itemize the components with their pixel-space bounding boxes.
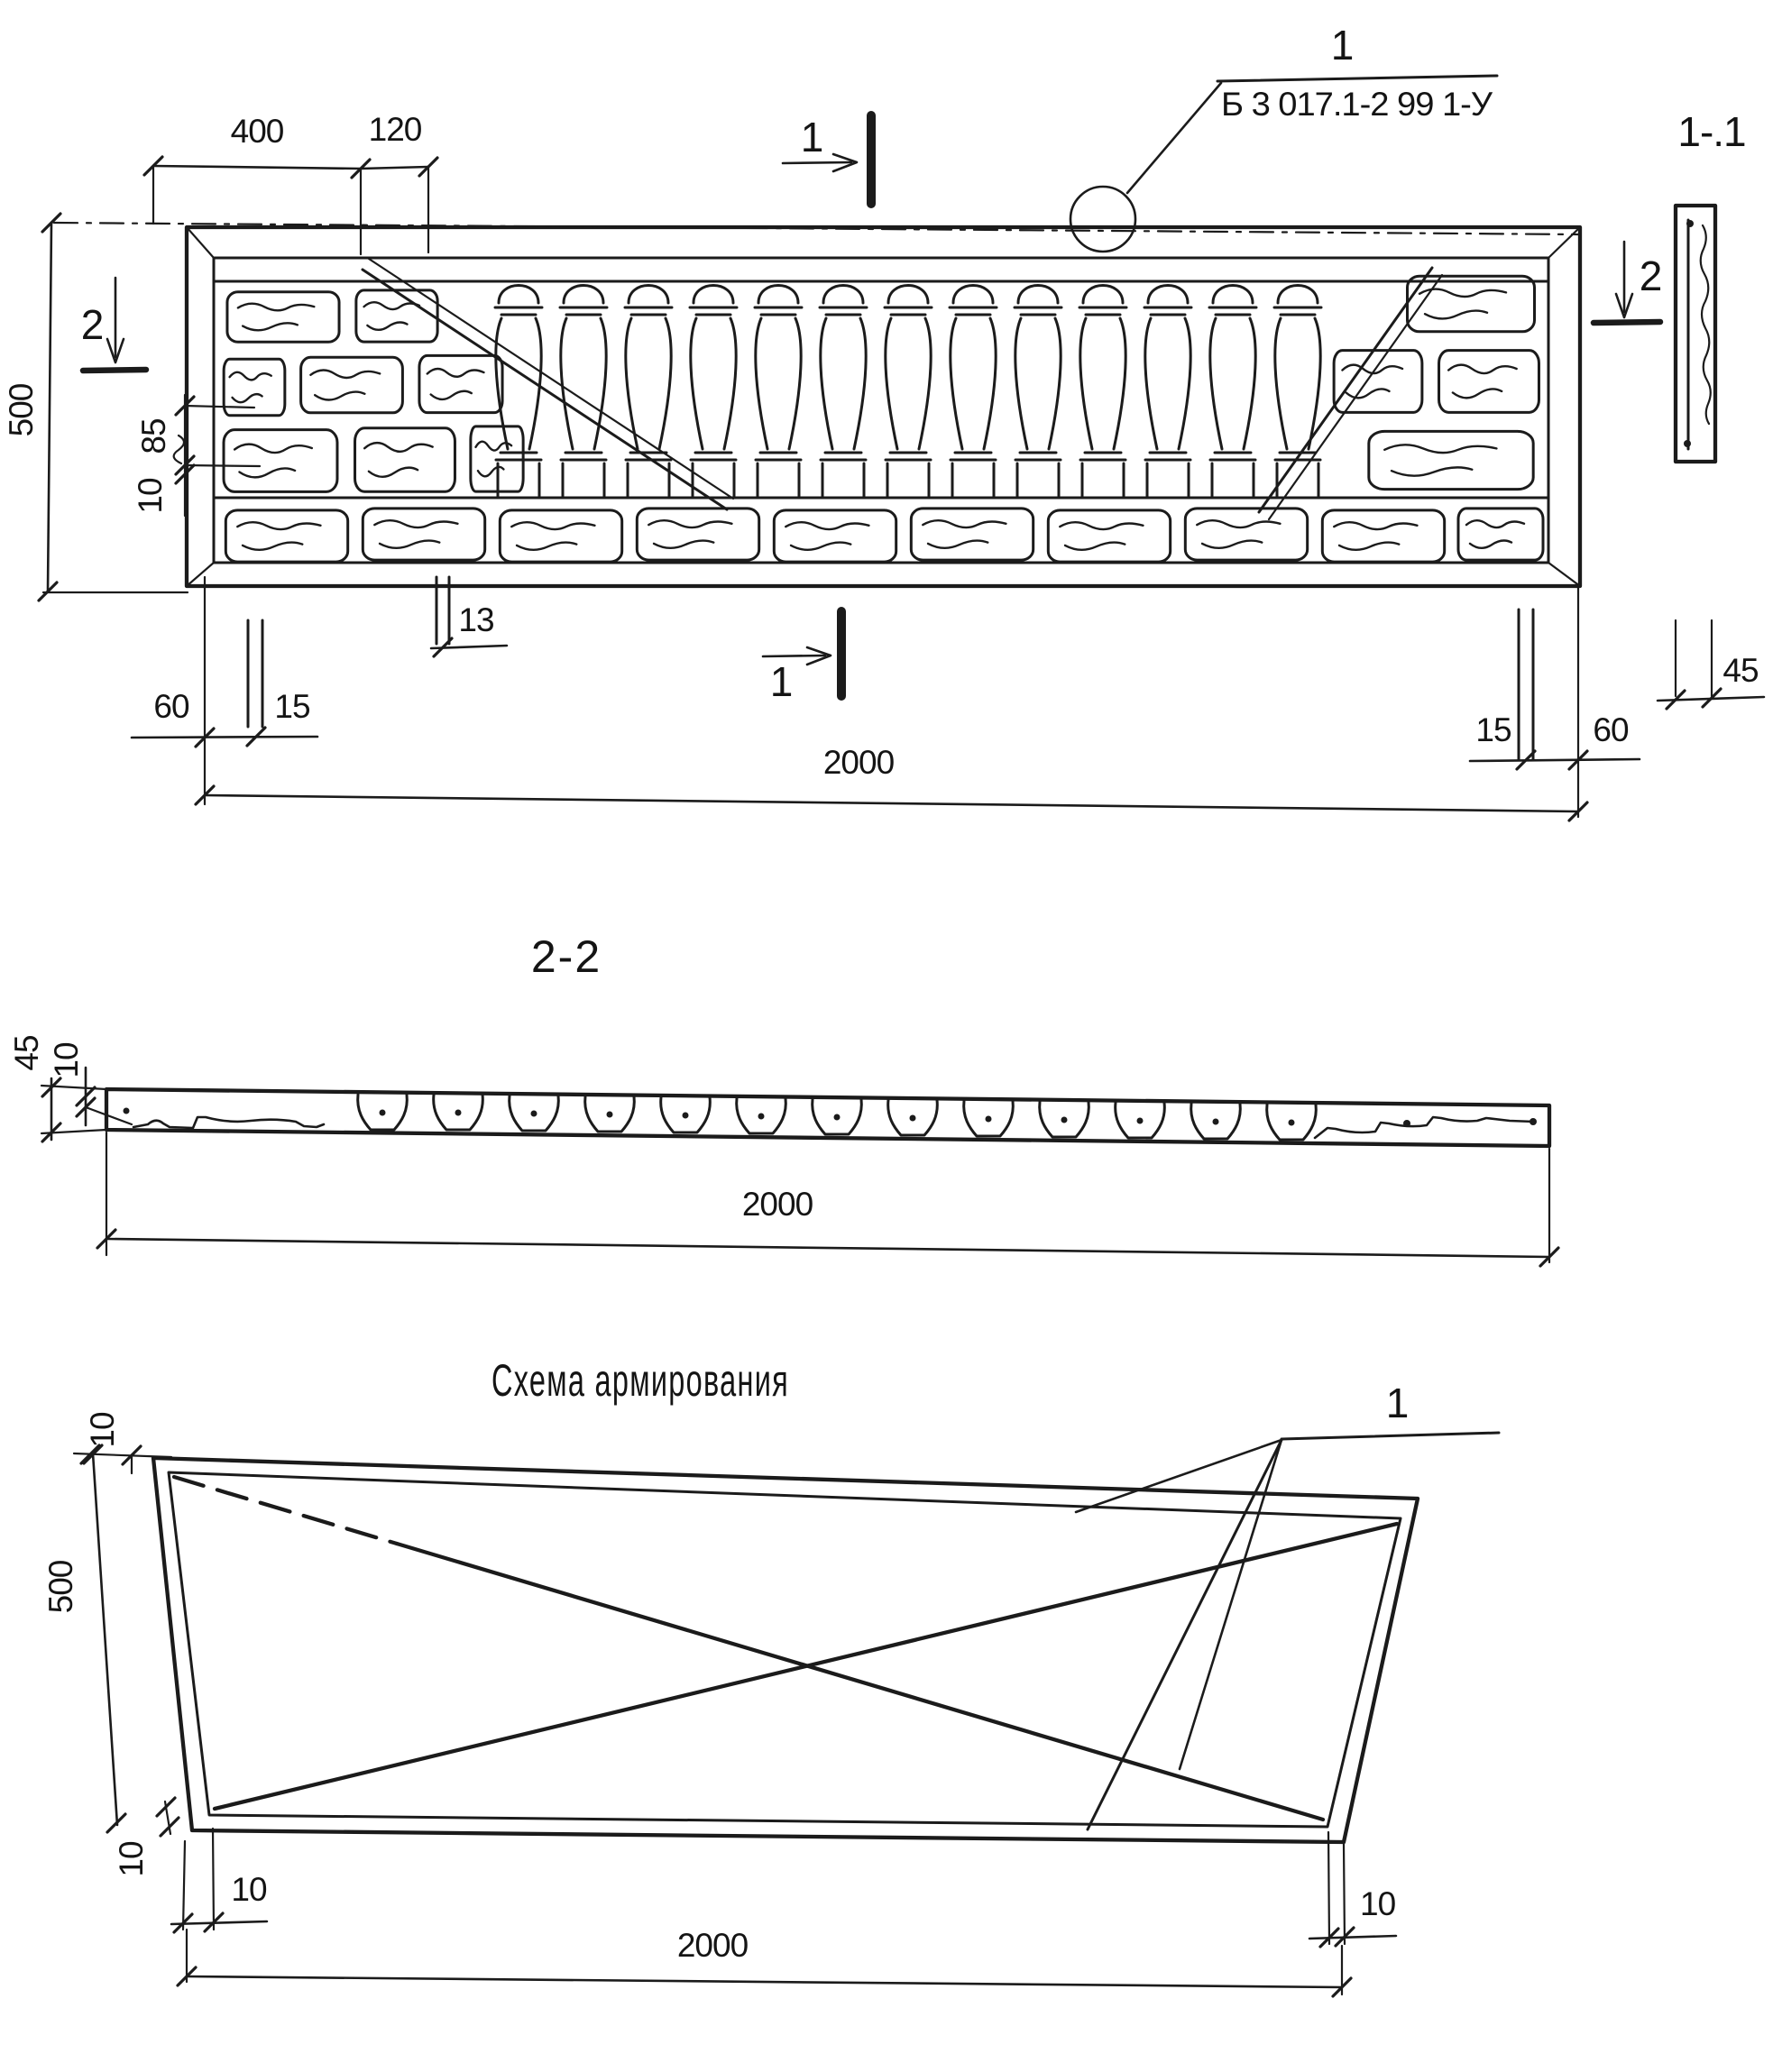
section-2-2-view [8,931,1558,1266]
section-label: 2 [80,301,104,348]
dim-label: 10 [113,1841,150,1877]
section-mark-2-left [81,278,146,371]
section-mark-2-right [1594,242,1661,323]
dim-label: 10 [231,1871,267,1908]
dim-label: 2000 [822,744,895,781]
dim-label: 2000 [741,1186,813,1223]
reinforcement-scheme-view [42,1355,1499,1996]
dim-label: 85 [135,418,172,454]
panel-outline [187,227,1580,586]
section-label: 1 [769,658,793,705]
dim-label: 10 [1360,1885,1396,1922]
dim-500 [3,214,188,601]
dim-label: 60 [1593,711,1629,748]
dim-label: 120 [368,111,422,148]
dim-label: 10 [48,1042,85,1078]
dim-500-scheme [42,1445,125,1832]
end-section-view [1658,108,1764,709]
section-mark-1-bottom [763,611,841,705]
stone-field-left [224,290,523,491]
reinforcement-bars [174,1440,1397,1829]
callout-balloon [1070,22,1497,252]
dim-label: 400 [230,113,284,150]
dim-10-left-cover [171,1829,267,1932]
dowel-right [1470,610,1640,769]
dim-label: 10 [132,478,169,514]
molded-face-profile [1701,225,1711,424]
dim-2000-scheme [178,1927,1351,1996]
dim-label: 10 [84,1412,121,1448]
section-2-2-title: 2-2 [530,931,602,982]
relief-profile-right [1315,1117,1534,1138]
dim-10-right-cover [1309,1832,1396,1947]
dim-45-end [1658,620,1764,709]
stone-course-bottom [225,509,1543,562]
dim-400 [144,113,370,224]
dim-2000-section [97,1132,1558,1266]
sloped-rail-right [1259,268,1442,519]
dim-label: 60 [153,688,189,725]
bar-callout [1076,1380,1499,1769]
panel-contour [153,1458,1418,1842]
dim-2000 [196,577,1587,821]
end-section-title: 1-.1 [1677,108,1746,155]
section-mark-1-top [783,114,871,204]
slab-section-outline [106,1089,1549,1146]
dim-label: 15 [274,688,310,725]
dim-label: 45 [8,1035,45,1071]
callout-number: 1 [1330,22,1354,69]
section-label: 2 [1639,252,1662,299]
dowel-mid [431,577,507,656]
relief-profile-left [133,1117,324,1128]
callout-code: Б 3 017.1-2 99 1-У [1221,86,1493,123]
dim-label: 45 [1722,652,1759,689]
dim-120 [361,111,437,254]
dim-label: 500 [42,1560,79,1614]
dowel-left [132,620,317,747]
section-label: 1 [800,114,823,160]
dim-label: 15 [1475,711,1511,748]
dim-10-bottom-left [113,1798,179,1877]
dim-10-top-left [74,1412,171,1473]
elevation-view [3,22,1661,821]
dim-label: 13 [458,601,494,638]
dim-label: 500 [3,383,40,437]
scheme-title: Схема армирования [491,1355,789,1406]
dim-10-section [48,1042,132,1125]
dim-label: 2000 [676,1927,749,1964]
baluster-row [495,286,1321,499]
bar-label: 1 [1385,1380,1409,1426]
